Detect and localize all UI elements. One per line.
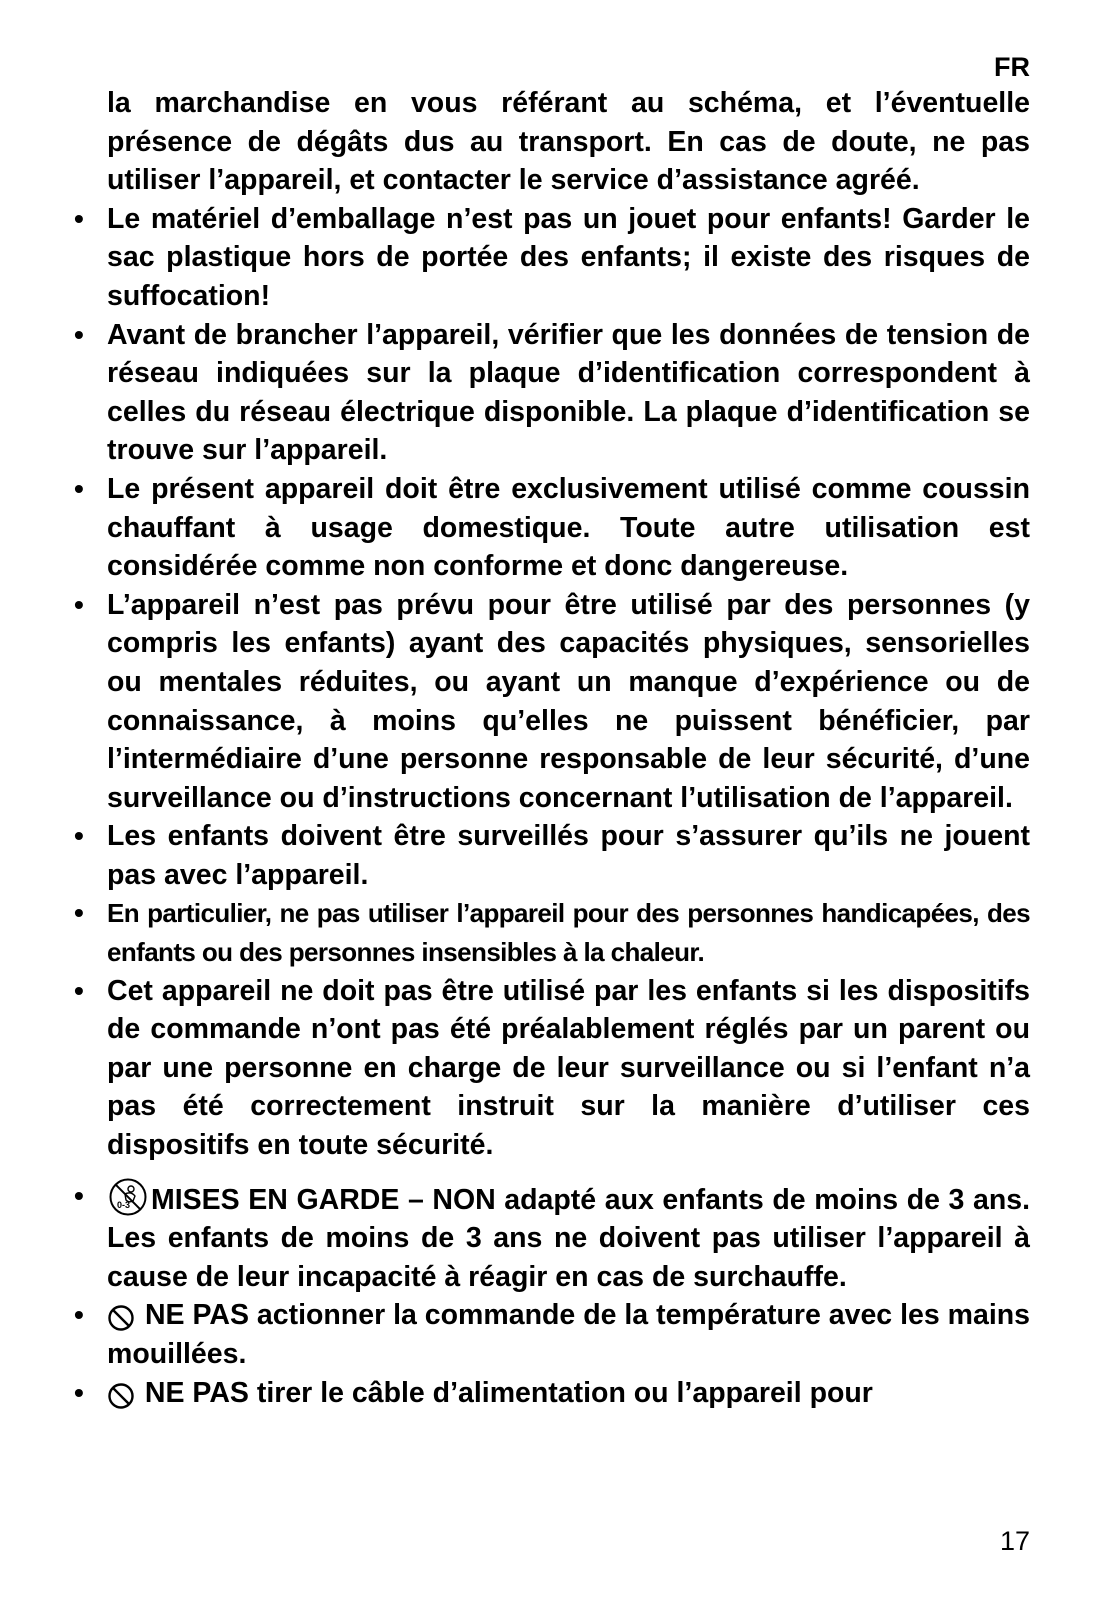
bullet-marker: • — [74, 1376, 84, 1408]
list-item-text: En particulier, ne pas utiliser l’appareil pour des personnes handicapées, des enfants ou des personnes insensibles à la chaleur. — [107, 898, 1030, 968]
bullet-marker: • — [74, 202, 84, 234]
bullet-marker: • — [74, 897, 84, 929]
page-number: 17 — [999, 1526, 1030, 1556]
list-item — [72, 200, 1030, 316]
warning-item — [72, 1296, 1030, 1373]
list-item — [72, 470, 1030, 586]
list-item-text: L’appareil n’est pas prévu pour être utilisé par des personnes (y compris les enfants) ayant des capacités physiques, sensorielles ou mentales réduites, ou ayant un manque d’expérience ou de connaissance, à moins qu’elles ne puissent bénéficier, par l’intermédiaire d’une personne responsable de leur sécurité, d’une surveillance ou d’instructions concernant l’utilisation de l’appareil. — [107, 588, 1030, 814]
bullet-marker: • — [74, 1179, 84, 1211]
bullet-marker: • — [74, 820, 84, 852]
warning-item — [72, 1374, 1030, 1413]
list-item-text: Le matériel d’emballage n’est pas un jouet pour enfants! Garder le sac plastique hors de portée des enfants; il existe des risques de suffocation! — [107, 202, 1030, 312]
list-item — [72, 316, 1030, 470]
bullet-marker: • — [74, 472, 84, 504]
prohibited-icon — [107, 1304, 135, 1332]
bullet-marker: • — [74, 588, 84, 620]
bullet-marker: • — [74, 1299, 84, 1331]
list-item-text: Les enfants doivent être surveillés pour s’assurer qu’ils ne jouent pas avec l’appareil. — [107, 820, 1030, 891]
warning-item — [72, 1177, 1030, 1297]
continuation-paragraph: la marchandise en vous référant au schéma, et l’éventuelle présence de dégâts dus au transport. En cas de doute, ne pas utiliser l’appareil, et contacter le service d’assistance agréé. — [107, 87, 1030, 197]
warning-text: MISES EN GARDE – NON adapté aux enfants de moins de 3 ans. Les enfants de moins de 3 ans ne doivent pas utiliser l’appareil à cause de leur incapacité à réagir en cas de surchauffe. — [107, 1183, 1030, 1293]
list-item — [72, 972, 1030, 1165]
prohibited-icon — [107, 1382, 135, 1410]
list-item-text: Cet appareil ne doit pas être utilisé par les enfants si les dispositifs de commande n’ont pas été préalablement réglés par un parent ou par une personne en charge de leur surveillance ou si l’enfant n’a pas été correctement instruit sur la manière d’utiliser ces dispositifs en toute sécurité. — [107, 974, 1030, 1162]
list-item — [72, 894, 1030, 971]
age-label: 0-3 — [117, 1199, 131, 1210]
bullet-marker: • — [74, 318, 84, 350]
list-item-text: Le présent appareil doit être exclusivement utilisé comme coussin chauffant à usage domestique. Toute autre utilisation est considérée comme non conforme et donc dangereuse. — [107, 472, 1030, 583]
language-code: FR — [994, 52, 1030, 82]
warning-text: NE PAS actionner la commande de la température avec les mains mouillées. — [107, 1299, 1030, 1370]
list-item — [72, 817, 1030, 894]
bullet-marker: • — [74, 974, 84, 1006]
list-item — [72, 586, 1030, 818]
not-for-children-under-3-icon — [107, 1177, 149, 1217]
document-body — [72, 84, 1030, 1412]
list-item-text: Avant de brancher l’appareil, vérifier que les données de tension de réseau indiquées sur la plaque d’identification correspondent à celles du réseau électrique disponible. La plaque d’identification se trouve sur l’appareil. — [107, 318, 1030, 467]
warning-text: NE PAS tirer le câble d’alimentation ou l’appareil pour — [144, 1376, 873, 1409]
